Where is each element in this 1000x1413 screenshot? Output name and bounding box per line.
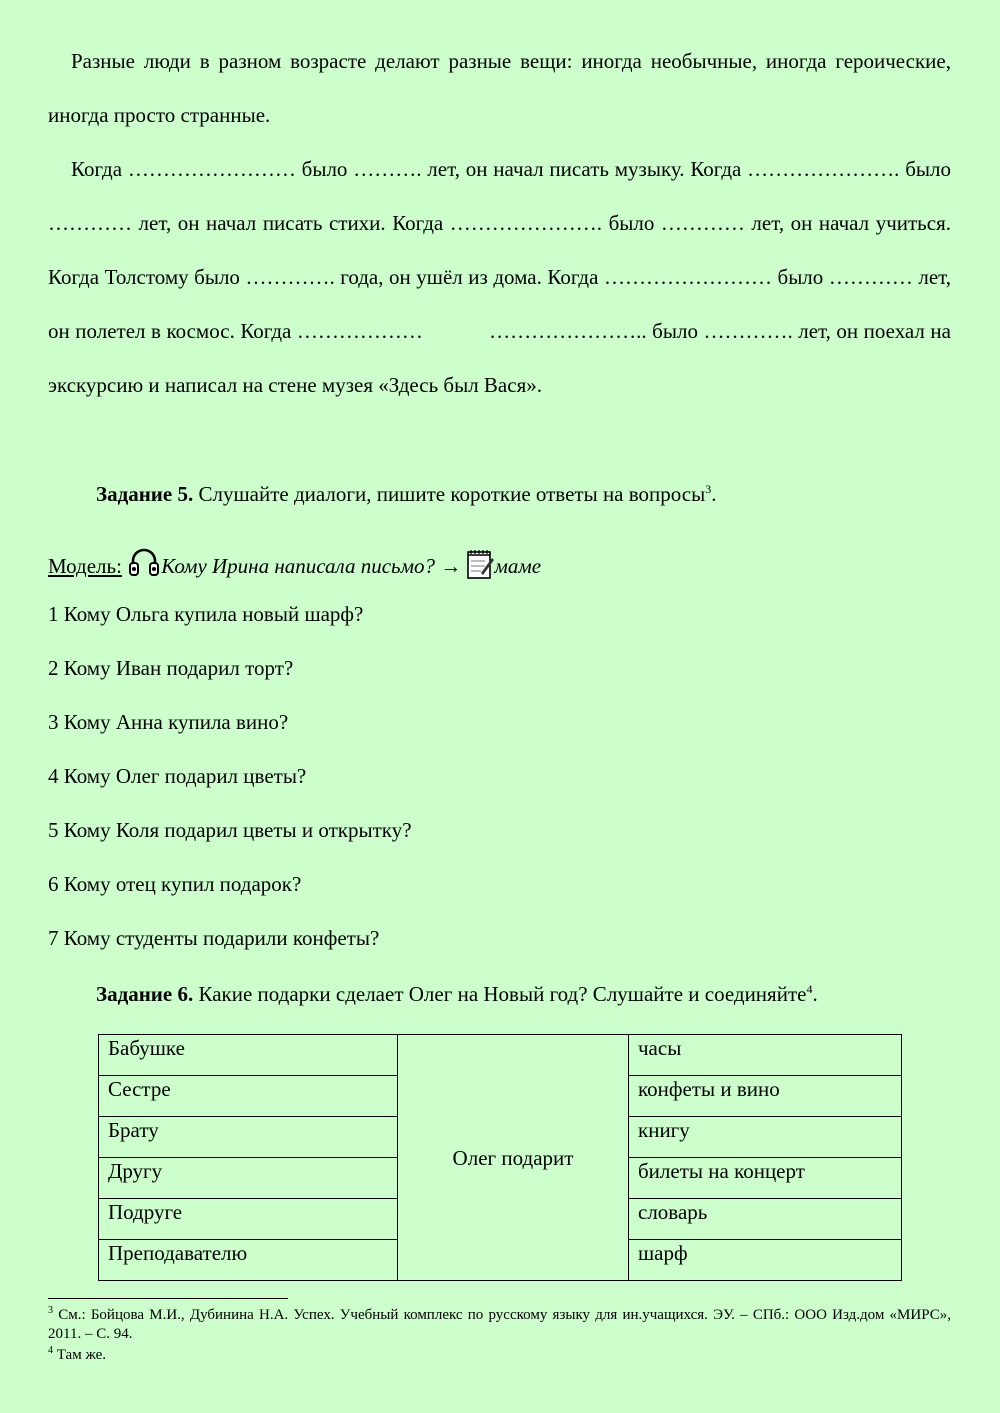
task5-label: Задание 5. xyxy=(96,482,194,506)
model-line xyxy=(48,545,541,586)
footnote-3: $^3$ См.: Бойцова М.И., Дубинина Н.А. Успех. Учебный комплекс по русскому языку для ин.учащихся. ЭУ. – СПб.: ООО Изд.дом «МИРС», 2011. – С. 94. xyxy=(48,1305,951,1342)
recipient-cell: Сестре xyxy=(99,1076,398,1117)
task6-text: Какие подарки сделает Олег на Новый год? Слушайте и соединяйте xyxy=(193,982,807,1006)
task5-text: Слушайте диалоги, пишите короткие ответы на вопросы xyxy=(193,482,706,506)
gift-cell: часы xyxy=(629,1035,902,1076)
question-4: 4 Кому Олег подарил цветы? xyxy=(48,764,307,788)
gift-cell: словарь xyxy=(629,1199,902,1240)
model-question: Кому Ирина написала письмо? → xyxy=(161,554,462,578)
fill-in-paragraph: Когда …………………… было ………. лет, он начал писать музыку. Когда …………………. было ………… лет, он начал писать стихи. Когда …………………. было ………… лет, он начал учиться. Когда Толстому было …………. года, он ушёл из дома. Когда …………………… было ………… лет, он полетел в космос. Когда ……………… ………………….. было …………. лет, он поехал на экскурсию и написал на стене музея «Здесь был Вася». xyxy=(48,157,951,397)
task5-footnote-ref: 3 xyxy=(705,482,712,496)
intro-paragraph: Разные люди в разном возрасте делают разные вещи: иногда необычные, иногда героические, иногда просто странные. xyxy=(48,49,951,127)
question-1: 1 Кому Ольга купила новый шарф? xyxy=(48,602,364,626)
gift-cell: книгу xyxy=(629,1117,902,1158)
question-7: 7 Кому студенты подарили конфеты? xyxy=(48,926,380,950)
table-row xyxy=(99,1035,902,1076)
task6-footnote-ref: 4 xyxy=(806,982,813,996)
task6-label: Задание 6. xyxy=(96,982,194,1006)
question-5: 5 Кому Коля подарил цветы и открытку? xyxy=(48,818,412,842)
gift-cell: билеты на концерт xyxy=(629,1158,902,1199)
notepad-icon xyxy=(467,549,495,586)
recipient-cell: Брату xyxy=(99,1117,398,1158)
task5-heading: Задание 5. Слушайте диалоги, пишите короткие ответы на вопросы$^3$. xyxy=(96,482,717,506)
headphones-icon xyxy=(127,545,161,586)
gift-cell: шарф xyxy=(629,1240,902,1281)
footnote-4: $^4$ Там же. xyxy=(48,1345,107,1363)
recipient-cell: Подруге xyxy=(99,1199,398,1240)
question-2: 2 Кому Иван подарил торт? xyxy=(48,656,294,680)
matching-table xyxy=(98,1034,902,1281)
gift-cell: конфеты и вино xyxy=(629,1076,902,1117)
model-answer: маме xyxy=(494,554,542,578)
footnote-divider xyxy=(48,1298,288,1299)
task6-heading: Задание 6. Какие подарки сделает Олег на Новый год? Слушайте и соединяйте$^4$. xyxy=(96,982,818,1006)
recipient-cell: Бабушке xyxy=(99,1035,398,1076)
middle-cell: Олег подарит xyxy=(398,1035,629,1281)
recipient-cell: Преподавателю xyxy=(99,1240,398,1281)
question-3: 3 Кому Анна купила вино? xyxy=(48,710,289,734)
model-label: Модель: xyxy=(48,554,122,578)
recipient-cell: Другу xyxy=(99,1158,398,1199)
question-6: 6 Кому отец купил подарок? xyxy=(48,872,302,896)
